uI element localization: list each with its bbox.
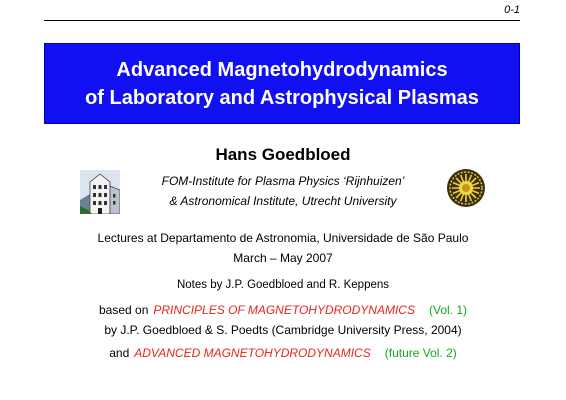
header-rule [44, 20, 520, 21]
title-line-2: of Laboratory and Astrophysical Plasmas [85, 87, 479, 109]
affiliation-line-2: & Astronomical Institute, Utrecht University [169, 194, 397, 208]
book1-authors-line: by J.P. Goedbloed & S. Poedts (Cambridge University Press, 2004) [104, 323, 462, 337]
title-line-1: Advanced Magnetohydrodynamics [116, 59, 448, 81]
based-on-line [0, 303, 566, 317]
book2-volume: (future Vol. 2) [384, 346, 457, 360]
author-name: Hans Goedbloed [215, 145, 351, 164]
lectures-line: Lectures at Departamento de Astronomia, Universidade de São Paulo [97, 231, 469, 245]
affiliation-line-1: FOM-Institute for Plasma Physics ‘Rijnhuizen’ [161, 174, 405, 188]
advanced-line [0, 346, 566, 360]
notes-line: Notes by J.P. Goedbloed and R. Keppens [176, 279, 390, 291]
page-number: 0-1 [504, 4, 520, 16]
and-label: and [109, 346, 130, 360]
dates-line: March – May 2007 [233, 251, 333, 265]
book2-title: ADVANCED MAGNETOHYDRODYNAMICS [134, 346, 371, 360]
title-banner [44, 43, 520, 124]
book1-title: PRINCIPLES OF MAGNETOHYDRODYNAMICS [153, 303, 415, 317]
based-on-label: based on [98, 303, 149, 317]
book1-volume: (Vol. 1) [428, 303, 467, 317]
